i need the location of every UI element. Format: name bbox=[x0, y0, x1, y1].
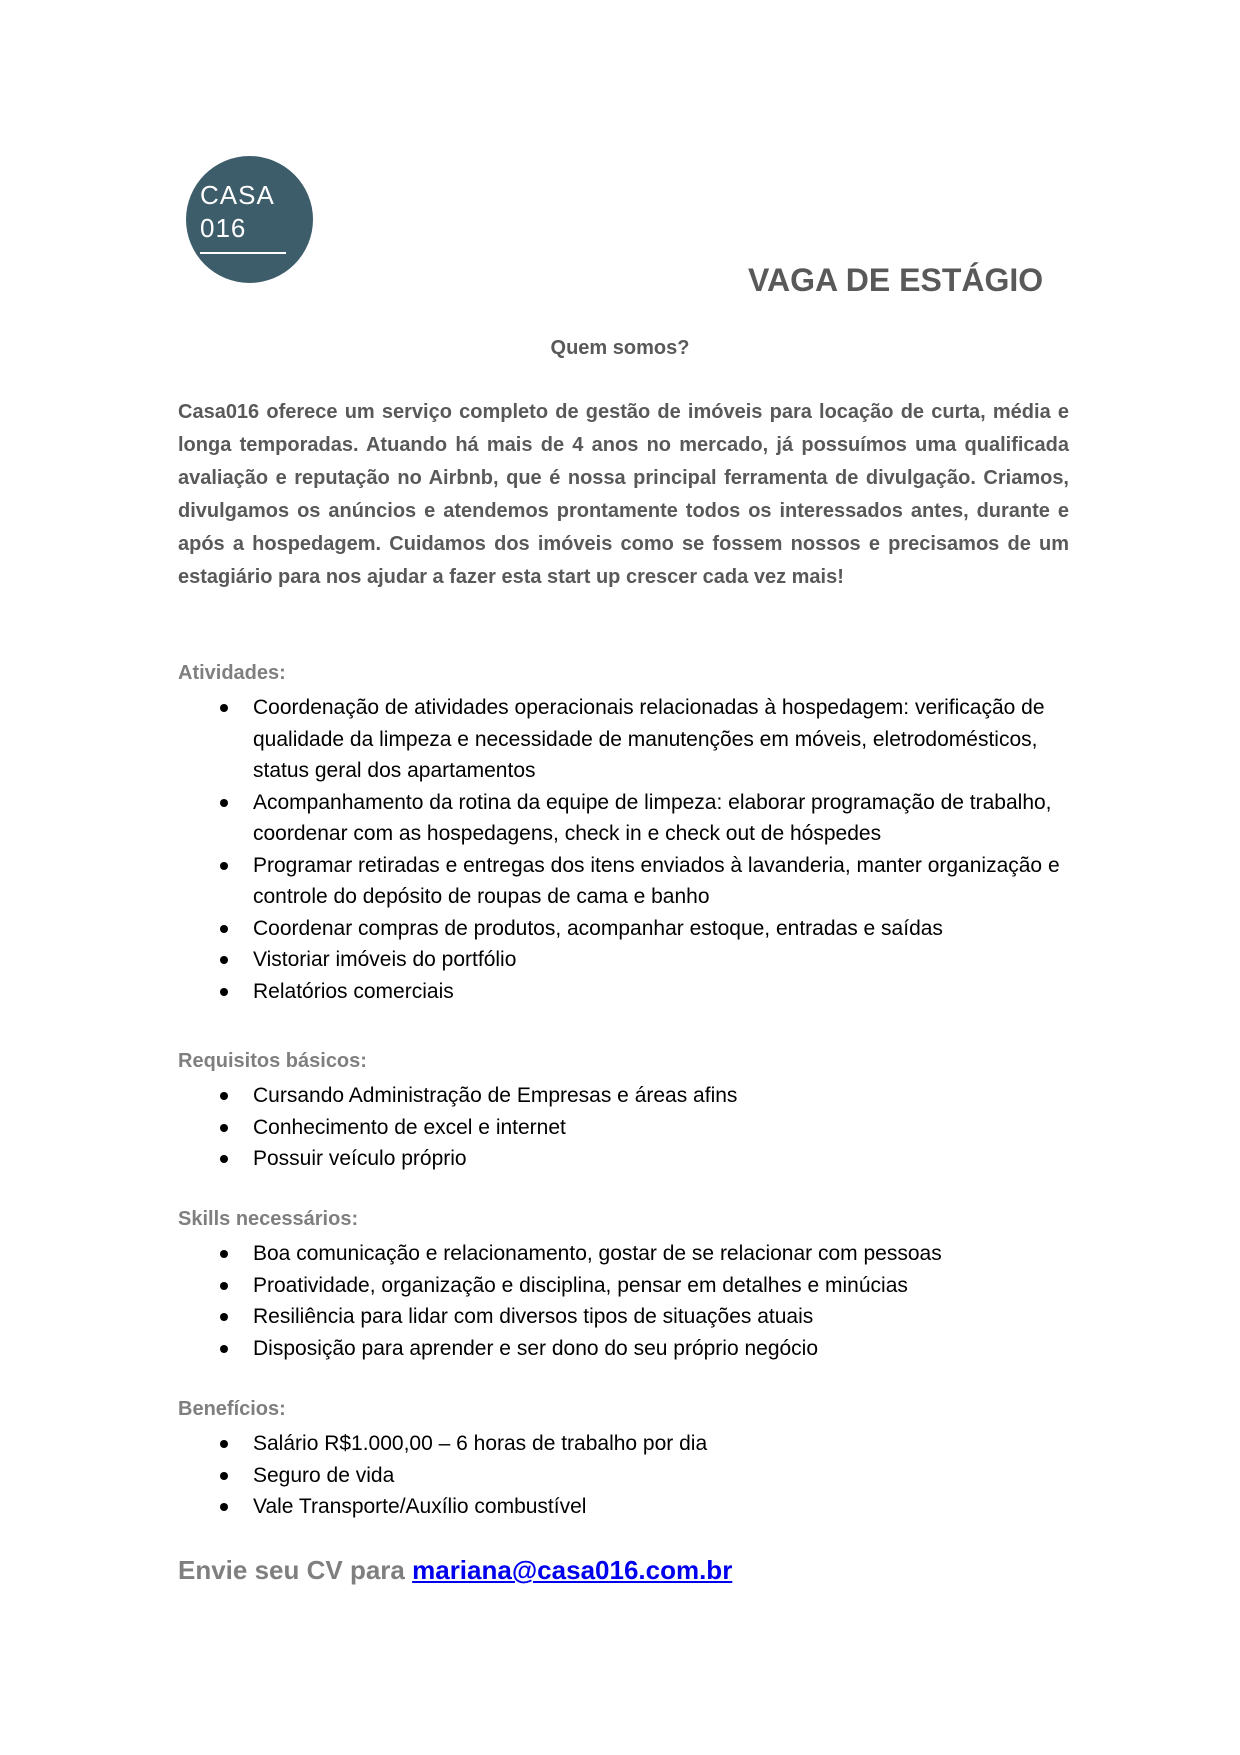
list-item-text: Possuir veículo próprio bbox=[253, 1147, 467, 1170]
list-item bbox=[178, 1301, 1078, 1333]
list-item bbox=[178, 1460, 1078, 1492]
list-item bbox=[178, 1143, 1078, 1175]
section-title-quem-somos: Quem somos? bbox=[550, 337, 690, 359]
list-item-text: Relatórios comerciais bbox=[253, 979, 454, 1003]
bullet-icon bbox=[220, 956, 228, 964]
list-item-text: Acompanhamento da rotina da equipe de limpeza: elaborar programação de trabalho, coordenar com as hospedagens, check in e check out de hóspedes bbox=[253, 790, 1052, 845]
list-item-text: Proatividade, organização e disciplina, pensar em detalhes e minúcias bbox=[253, 1273, 908, 1297]
list-item-text: Coordenar compras de produtos, acompanhar estoque, entradas e saídas bbox=[253, 916, 943, 940]
list-item-text: Conhecimento de excel e internet bbox=[253, 1115, 566, 1139]
list-item bbox=[178, 944, 1078, 976]
list-item-text: Salário R$1.000,00 – 6 horas de trabalho por dia bbox=[253, 1432, 708, 1455]
bullet-icon bbox=[220, 1092, 228, 1100]
bullet-icon bbox=[220, 925, 228, 933]
bullet-icon bbox=[220, 799, 228, 807]
contact-line bbox=[178, 1555, 732, 1586]
contact-email-link[interactable]: mariana@casa016.com.br bbox=[412, 1555, 733, 1585]
list-item bbox=[178, 1270, 1078, 1302]
bullet-icon bbox=[220, 1345, 228, 1353]
bullet-icon bbox=[220, 1503, 228, 1511]
contact-prefix: Envie seu CV para bbox=[178, 1555, 413, 1585]
list-item bbox=[178, 1112, 1078, 1144]
heading-requisitos: Requisitos básicos: bbox=[178, 1050, 367, 1072]
list-item bbox=[178, 1333, 1078, 1365]
list-item-text: Programar retiradas e entregas dos itens enviados à lavanderia, manter organização e controle do depósito de roupas de cama e banho bbox=[253, 853, 1060, 908]
heading-skills: Skills necessários: bbox=[178, 1208, 359, 1230]
bullet-icon bbox=[220, 1124, 228, 1132]
list-item bbox=[178, 850, 1078, 913]
list-item bbox=[178, 787, 1078, 850]
logo-text-line1: CASA bbox=[200, 180, 275, 210]
list-item-text: Seguro de vida bbox=[253, 1463, 395, 1487]
bullet-icon bbox=[220, 988, 228, 996]
intro-paragraph: Casa016 oferece um serviço completo de gestão de imóveis para locação de curta, média e longa temporadas. Atuando há mais de 4 anos no mercado, já possuímos uma qualificada avaliação e reputação no Airbnb, que é nossa principal ferramenta de divulgação. Criamos, divulgamos os anúncios e atendemos prontamente todos os interessados antes, durante e após a hospedagem. Cuidamos dos imóveis como se fossem nossos e precisamos de um estagiário para nos ajudar a fazer esta start up crescer cada vez mais! bbox=[178, 401, 1069, 588]
list-item bbox=[178, 1491, 1078, 1523]
bullet-icon bbox=[220, 1282, 228, 1290]
bullet-icon bbox=[220, 1313, 228, 1321]
bullet-icon bbox=[220, 1250, 228, 1258]
bullet-icon bbox=[220, 1472, 228, 1480]
list-item-text: Boa comunicação e relacionamento, gostar de se relacionar com pessoas bbox=[253, 1242, 942, 1265]
bullet-icon bbox=[220, 704, 228, 712]
bullet-icon bbox=[220, 1155, 228, 1163]
list-atividades bbox=[178, 692, 1078, 1007]
logo-text-line2: 016 bbox=[200, 213, 247, 243]
bullet-icon bbox=[220, 862, 228, 870]
list-item-text: Cursando Administração de Empresas e áreas afins bbox=[253, 1084, 738, 1107]
list-item bbox=[178, 692, 1078, 787]
heading-beneficios: Benefícios: bbox=[178, 1398, 286, 1420]
list-requisitos bbox=[178, 1080, 1078, 1175]
list-item-text: Vistoriar imóveis do portfólio bbox=[253, 948, 517, 971]
list-item-text: Coordenação de atividades operacionais relacionadas à hospedagem: verificação de qualidade da limpeza e necessidade de manutenções em móveis, eletrodomésticos, status geral dos apartamentos bbox=[253, 696, 1045, 782]
list-beneficios bbox=[178, 1428, 1078, 1523]
logo-underline bbox=[200, 252, 286, 254]
list-item bbox=[178, 913, 1078, 945]
list-item bbox=[178, 1428, 1078, 1460]
heading-atividades: Atividades: bbox=[178, 662, 286, 684]
list-item bbox=[178, 976, 1078, 1008]
company-logo bbox=[186, 156, 313, 283]
list-skills bbox=[178, 1238, 1078, 1364]
list-item-text: Vale Transporte/Auxílio combustível bbox=[253, 1495, 587, 1518]
bullet-icon bbox=[220, 1440, 228, 1448]
list-item-text: Resiliência para lidar com diversos tipos de situações atuais bbox=[253, 1305, 814, 1328]
list-item-text: Disposição para aprender e ser dono do seu próprio negócio bbox=[253, 1336, 819, 1360]
list-item bbox=[178, 1238, 1078, 1270]
list-item bbox=[178, 1080, 1078, 1112]
page-title: VAGA DE ESTÁGIO bbox=[748, 262, 1044, 298]
